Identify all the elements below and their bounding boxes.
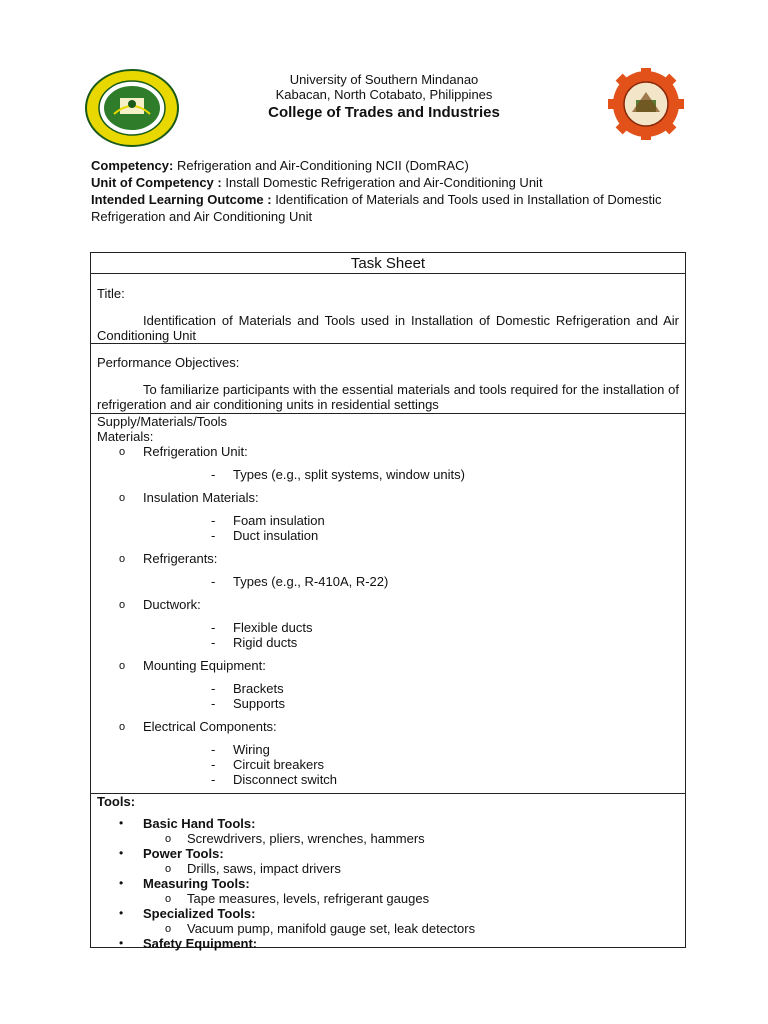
- tool-label: Safety Equipment:: [143, 936, 258, 951]
- tool-label: Specialized Tools:: [143, 906, 256, 921]
- tools-label: Tools:: [97, 794, 136, 809]
- cti-gear-logo: [600, 68, 692, 140]
- materials-section: [91, 414, 685, 794]
- dash-icon: -: [211, 467, 216, 482]
- material-item: Flexible ducts: [233, 620, 313, 635]
- bullet-icon: o: [165, 923, 172, 935]
- tool-detail: Vacuum pump, manifold gauge set, leak detectors: [187, 921, 476, 936]
- dash-icon: -: [211, 681, 216, 696]
- competency-label: Competency:: [91, 158, 174, 173]
- material-label: Mounting Equipment:: [143, 658, 266, 673]
- objectives-text: To familiarize participants with the essential materials and tools required for the installation of refrigeration and air conditioning units in residential settings: [97, 382, 679, 412]
- material-item: Circuit breakers: [233, 757, 325, 772]
- bullet-icon: o: [119, 553, 126, 565]
- ilo-value: Identification of Materials and Tools used in Installation of Domestic Refrigeration and Air Conditioning Unit: [91, 192, 662, 224]
- dash-icon: -: [211, 513, 216, 528]
- material-label: Ductwork:: [143, 597, 201, 612]
- dash-icon: -: [211, 635, 216, 650]
- material-item: Types (e.g., R-410A, R-22): [233, 574, 389, 589]
- ilo-label: Intended Learning Outcome :: [91, 192, 272, 207]
- bullet-icon: o: [119, 660, 126, 672]
- objectives-label: Performance Objectives:: [97, 355, 240, 370]
- bullet-icon: o: [165, 893, 172, 905]
- material-label: Refrigeration Unit:: [143, 444, 248, 459]
- university-name: University of Southern Mindanao: [289, 72, 479, 87]
- material-item: Disconnect switch: [233, 772, 338, 787]
- title-section: [91, 274, 685, 344]
- competency-line: [91, 157, 691, 174]
- objectives-section: [91, 344, 685, 414]
- title-label: Title:: [97, 286, 125, 301]
- dash-icon: -: [211, 696, 216, 711]
- dash-icon: -: [211, 620, 216, 635]
- college-name: College of Trades and Industries: [268, 104, 500, 121]
- dash-icon: -: [211, 757, 216, 772]
- unit-label: Unit of Competency :: [91, 175, 222, 190]
- material-item: Wiring: [233, 742, 270, 757]
- task-sheet-heading: Task Sheet: [91, 253, 685, 274]
- competency-info: [91, 157, 691, 225]
- title-text: Identification of Materials and Tools used in Installation of Domestic Refrigeration and Air Conditioning Unit: [97, 313, 679, 343]
- unit-value: Install Domestic Refrigeration and Air-Conditioning Unit: [221, 175, 543, 190]
- dash-icon: -: [211, 574, 216, 589]
- materials-label: Materials:: [97, 429, 154, 444]
- bullet-dot-icon: •: [119, 846, 124, 860]
- bullet-icon: o: [119, 721, 126, 733]
- material-item: Brackets: [233, 681, 284, 696]
- bullet-icon: o: [119, 492, 126, 504]
- material-item: Rigid ducts: [233, 635, 298, 650]
- university-location: Kabacan, North Cotabato, Philippines: [275, 87, 493, 102]
- dash-icon: -: [211, 772, 216, 787]
- unit-line: [91, 174, 691, 191]
- competency-value: Refrigeration and Air-Conditioning NCII (DomRAC): [173, 158, 469, 173]
- tool-label: Basic Hand Tools:: [143, 816, 256, 831]
- document-header: [0, 68, 768, 148]
- supply-label: Supply/Materials/Tools: [97, 414, 228, 429]
- tool-detail: Screwdrivers, pliers, wrenches, hammers: [187, 831, 425, 846]
- material-item: Supports: [233, 696, 286, 711]
- bullet-icon: o: [119, 599, 126, 611]
- material-item: Duct insulation: [233, 528, 319, 543]
- bullet-icon: o: [165, 833, 172, 845]
- dash-icon: -: [211, 742, 216, 757]
- bullet-dot-icon: •: [119, 876, 124, 890]
- bullet-dot-icon: •: [119, 936, 124, 950]
- tool-detail: Tape measures, levels, refrigerant gauges: [187, 891, 430, 906]
- material-label: Electrical Components:: [143, 719, 277, 734]
- material-item: Types (e.g., split systems, window units): [233, 467, 465, 482]
- bullet-dot-icon: •: [119, 906, 124, 920]
- tool-label: Power Tools:: [143, 846, 224, 861]
- dash-icon: -: [211, 528, 216, 543]
- bullet-icon: o: [165, 863, 172, 875]
- bullet-icon: o: [119, 446, 126, 458]
- material-item: Foam insulation: [233, 513, 325, 528]
- task-sheet-table: [90, 252, 686, 951]
- tool-detail: Drills, saws, impact drivers: [187, 861, 341, 876]
- tool-label: Measuring Tools:: [143, 876, 250, 891]
- tools-section: [91, 794, 685, 951]
- bullet-dot-icon: •: [119, 816, 124, 830]
- ilo-line: [91, 191, 691, 225]
- material-label: Refrigerants:: [143, 551, 218, 566]
- material-label: Insulation Materials:: [143, 490, 259, 505]
